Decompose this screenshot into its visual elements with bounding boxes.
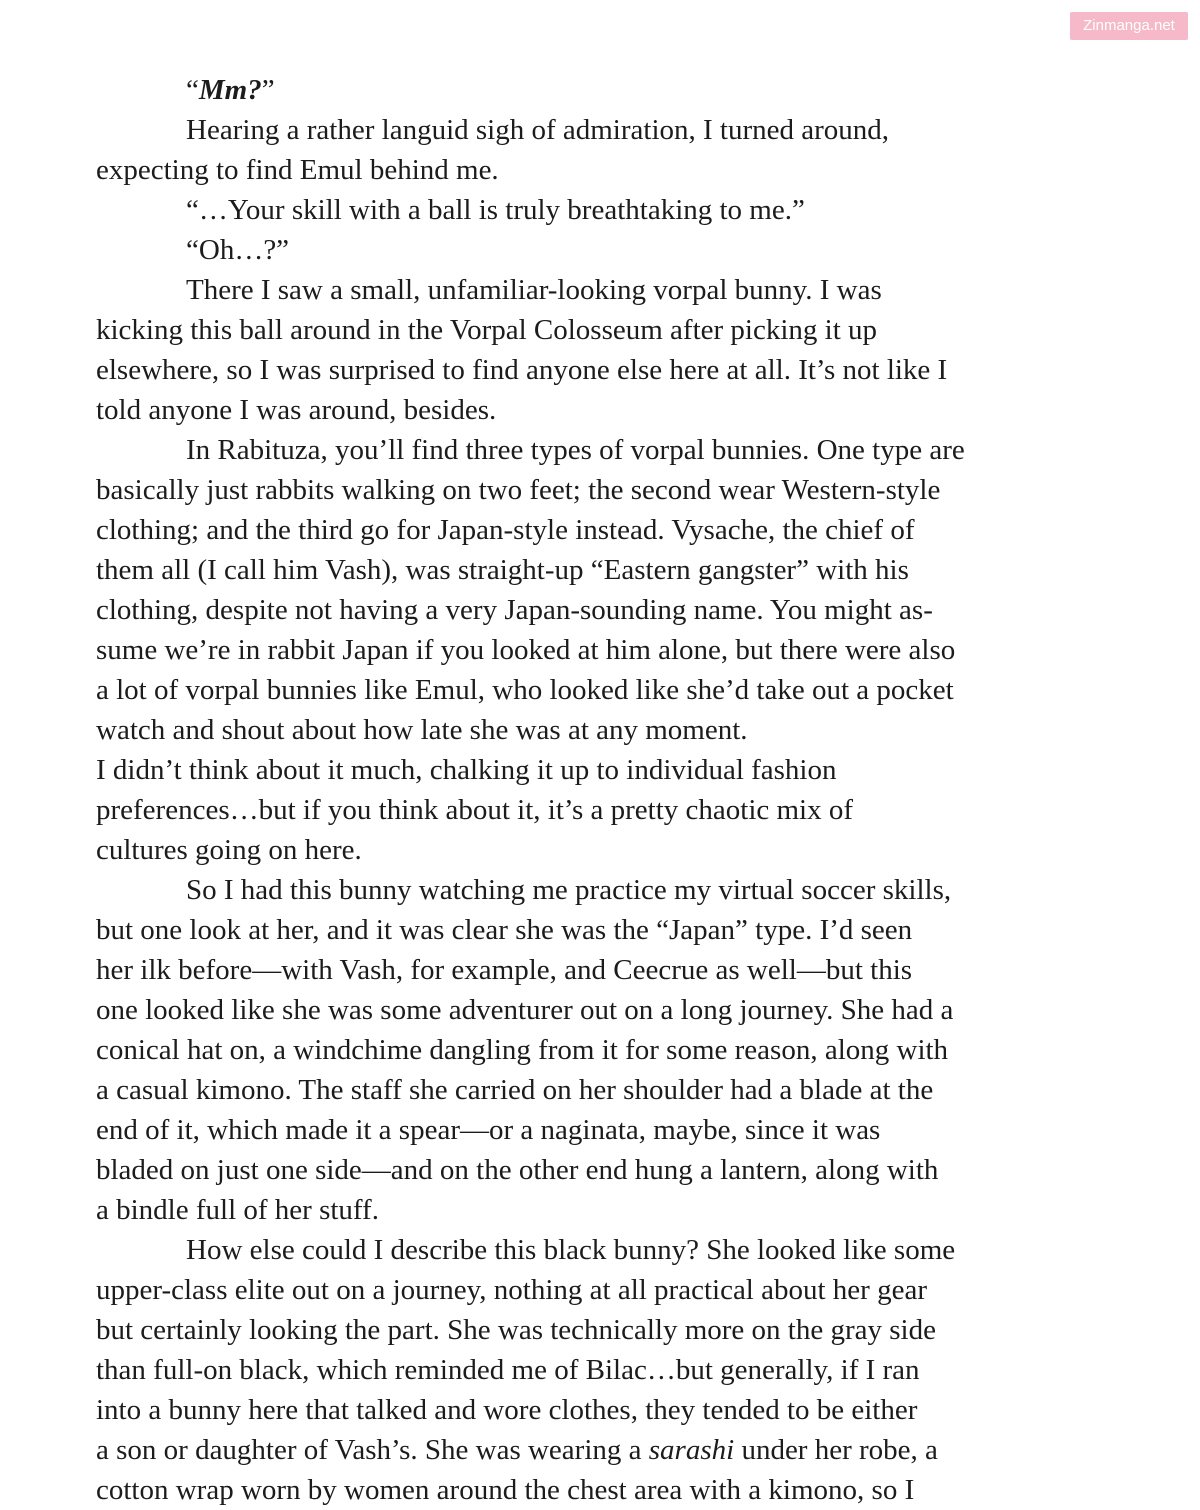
text-line xyxy=(96,70,1108,110)
text-line: “Oh…?” xyxy=(186,234,290,266)
text-line: I didn’t think about it much, chalking it up to individual fashion xyxy=(96,754,837,786)
text-line: bladed on just one side—and on the other end hung a lantern, along with xyxy=(96,1154,939,1186)
text-segment: “ xyxy=(186,74,199,106)
text-line: told anyone I was around, besides. xyxy=(96,394,497,426)
text-line: In Rabituza, you’ll find three types of vorpal bunnies. One type are xyxy=(186,434,965,466)
text-line: upper-class elite out on a journey, nothing at all practical about her gear xyxy=(96,1274,927,1306)
text-line: preferences…but if you think about it, it’s a pretty chaotic mix of xyxy=(96,794,854,826)
text-line: but one look at her, and it was clear she was the “Japan” type. I’d seen xyxy=(96,914,913,946)
text-line: a lot of vorpal bunnies like Emul, who looked like she’d take out a pocket xyxy=(96,674,954,706)
text-line: end of it, which made it a spear—or a naginata, maybe, since it was xyxy=(96,1114,881,1146)
text-line: basically just rabbits walking on two feet; the second wear Western-style xyxy=(96,474,941,506)
emphasis-text: Mm? xyxy=(198,74,262,106)
text-segment: ” xyxy=(261,74,275,106)
text-line: than full-on black, which reminded me of Bilac…but generally, if I ran xyxy=(96,1354,920,1386)
text-line xyxy=(96,1430,1108,1470)
text-line: a casual kimono. The staff she carried on her shoulder had a blade at the xyxy=(96,1074,934,1106)
text-line: clothing; and the third go for Japan-style instead. Vysache, the chief of xyxy=(96,514,915,546)
text-segment: under her robe, a xyxy=(734,1434,938,1466)
text-line: her ilk before—with Vash, for example, and Ceecrue as well—but this xyxy=(96,954,913,986)
text-line: watch and shout about how late she was at any moment. xyxy=(96,714,748,746)
text-line: them all (I call him Vash), was straight-up “Eastern gangster” with his xyxy=(96,554,909,586)
text-line: cultures going on here. xyxy=(96,834,362,866)
text-line: elsewhere, so I was surprised to find anyone else here at all. It’s not like I xyxy=(96,354,948,386)
text-line: one looked like she was some adventurer out on a long journey. She had a xyxy=(96,994,954,1026)
text-line: a bindle full of her stuff. xyxy=(96,1194,379,1226)
text-line: clothing, despite not having a very Japan-sounding name. You might as- xyxy=(96,594,933,626)
text-line: So I had this bunny watching me practice my virtual soccer skills, xyxy=(186,874,952,906)
text-line: expecting to find Emul behind me. xyxy=(96,154,499,186)
text-line: “…Your skill with a ball is truly breathtaking to me.” xyxy=(186,194,805,226)
text-segment: a son or daughter of Vash’s. She was wearing a xyxy=(96,1434,649,1466)
text-line: into a bunny here that talked and wore clothes, they tended to be either xyxy=(96,1394,918,1426)
text-line: but certainly looking the part. She was technically more on the gray side xyxy=(96,1314,936,1346)
text-line: Hearing a rather languid sigh of admiration, I turned around, xyxy=(186,114,890,146)
text-line: conical hat on, a windchime dangling from it for some reason, along with xyxy=(96,1034,949,1066)
text-line: How else could I describe this black bunny? She looked like some xyxy=(186,1234,956,1266)
text-line: cotton wrap worn by women around the chest area with a kimono, so I xyxy=(96,1474,915,1506)
emphasis-text: sarashi xyxy=(648,1434,735,1466)
text-line: There I saw a small, unfamiliar-looking vorpal bunny. I was xyxy=(186,274,882,306)
watermark-badge: Zinmanga.net xyxy=(1070,12,1188,40)
document-page xyxy=(96,70,1108,1510)
text-line: sume we’re in rabbit Japan if you looked at him alone, but there were also xyxy=(96,634,956,666)
text-line: kicking this ball around in the Vorpal Colosseum after picking it up xyxy=(96,314,878,346)
